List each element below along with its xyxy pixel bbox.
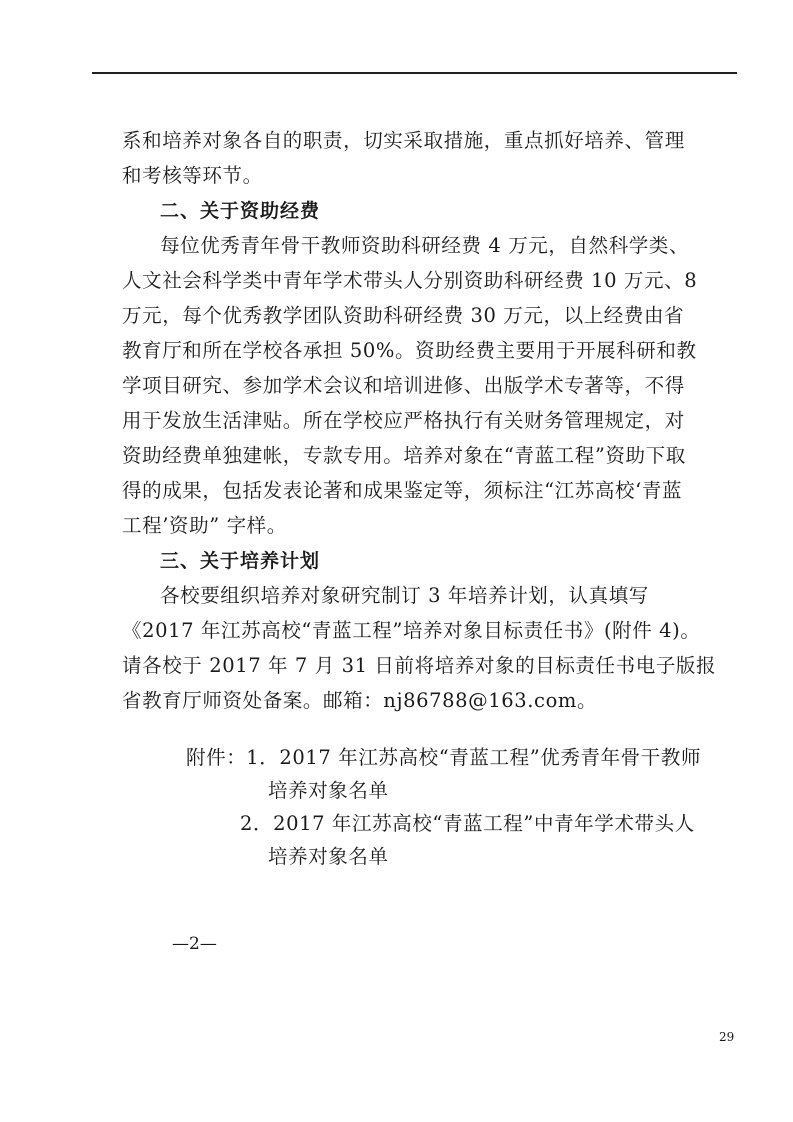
paragraph-line: 资助经费单独建帐，专款专用。培养对象在“青蓝工程”资助下取 [122, 444, 686, 467]
attachment-item: 2．2017 年江苏高校“青蓝工程”中青年学术带头人 [240, 812, 695, 835]
section-heading-funding: 二、关于资助经费 [160, 200, 321, 222]
paragraph-line: 系和培养对象各自的职责，切实采取措施，重点抓好培养、管理 [122, 129, 685, 152]
paragraph-line: 人文社会科学类中青年学术带头人分别资助科研经费 10 万元、8 [122, 269, 698, 292]
paragraph-line: 和考核等环节。 [122, 164, 263, 187]
attachment-item-continued: 培养对象名单 [268, 779, 389, 802]
section-heading-plan: 三、关于培养计划 [160, 550, 321, 572]
paragraph-line: 请各校于 2017 年 7 月 31 日前将培养对象的目标责任书电子版报 [122, 654, 717, 677]
page-number-outer: 29 [719, 1030, 735, 1044]
paragraph-line: 得的成果，包括发表论著和成果鉴定等，须标注“江苏高校‘青蓝 [122, 479, 683, 502]
paragraph-line: 万元，每个优秀教学团队资助科研经费 30 万元，以上经费由省 [122, 304, 685, 327]
paragraph-line: 学项目研究、参加学术会议和培训进修、出版学术专著等，不得 [122, 374, 685, 397]
paragraph-line: 省教育厅师资处备案。邮箱：nj86788@163.com。 [122, 689, 598, 712]
attachment-item: 附件：1．2017 年江苏高校“青蓝工程”优秀青年骨干教师 [186, 746, 702, 769]
header-rule [92, 72, 737, 74]
page-number-inner: —2— [172, 934, 217, 954]
paragraph-line: 教育厅和所在学校各承担 50%。资助经费主要用于开展科研和教 [122, 339, 697, 362]
paragraph-line: 《2017 年江苏高校“青蓝工程”培养对象目标责任书》(附件 4)。 [122, 619, 701, 642]
attachment-item-continued: 培养对象名单 [268, 845, 389, 868]
paragraph-line: 工程’资助” 字样。 [122, 514, 287, 537]
paragraph-line: 用于发放生活津贴。所在学校应严格执行有关财务管理规定，对 [122, 409, 685, 432]
paragraph-line: 每位优秀青年骨干教师资助科研经费 4 万元，自然科学类、 [160, 234, 690, 257]
paragraph-line: 各校要组织培养对象研究制订 3 年培养计划，认真填写 [160, 584, 649, 607]
